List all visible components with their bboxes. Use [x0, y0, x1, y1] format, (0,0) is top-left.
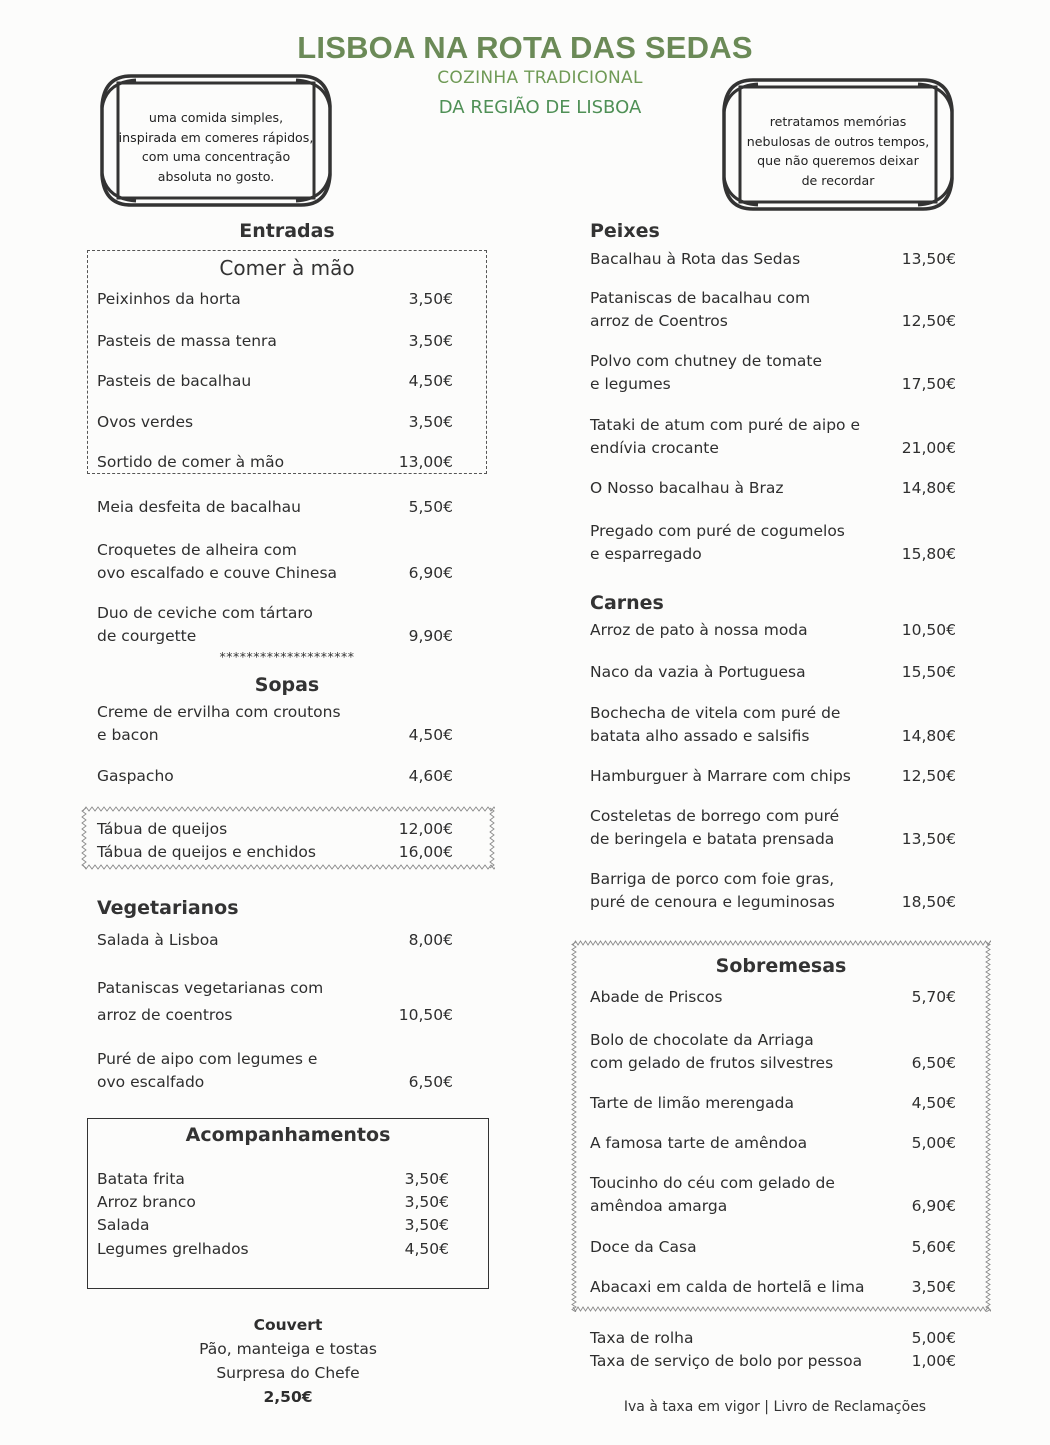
menu-item-entrada [97, 602, 453, 648]
menu-item-vegetariano [97, 975, 453, 1029]
right-ornamental-frame [718, 72, 958, 217]
menu-item-comer-a-mao [97, 370, 453, 393]
item-price: 12,50€ [901, 767, 956, 785]
item-name: Polvo com chutney de tomate [590, 352, 822, 370]
item-name: Arroz branco [97, 1193, 196, 1211]
menu-item-carne [590, 619, 956, 642]
item-name: Legumes grelhados [97, 1240, 249, 1258]
separator-stars: ******************** [219, 649, 355, 664]
left-ornamental-frame [96, 68, 336, 213]
item-name: Arroz de pato à nossa moda [590, 621, 808, 639]
item-name: Pataniscas de bacalhau com [590, 289, 811, 307]
item-name: Bolo de chocolate da Arriaga [590, 1031, 814, 1049]
menu-item-sobremesa [590, 1276, 956, 1299]
section-heading-sobremesas: Sobremesas [715, 955, 847, 977]
item-price: 3,50€ [404, 1193, 449, 1211]
item-name: Abade de Priscos [590, 988, 723, 1006]
menu-item-carne [590, 661, 956, 684]
comer-a-mao-box [87, 250, 487, 474]
item-name: Bacalhau à Rota das Sedas [590, 250, 801, 268]
frame-text-line: nebulosas de outros tempos, [746, 133, 930, 149]
menu-item-taxa [590, 1350, 956, 1373]
menu-item-entrada [97, 539, 453, 585]
menu-item-vegetariano [97, 929, 453, 952]
item-price: 10,50€ [901, 621, 956, 639]
item-price: 5,00€ [911, 1134, 956, 1152]
menu-item-peixe [590, 287, 956, 333]
frame-text-line: uma comida simples, [148, 110, 284, 125]
item-name: Taxa de rolha [590, 1329, 694, 1347]
item-name: Croquetes de alheira com [97, 541, 297, 559]
section-heading-sopas: Sopas [254, 674, 320, 696]
item-name: Tábua de queijos [97, 820, 228, 838]
item-price: 5,50€ [408, 498, 453, 516]
item-price: 14,80€ [901, 479, 956, 497]
menu-item-carne [590, 805, 956, 851]
item-name: Tataki de atum com puré de aipo e [590, 416, 860, 434]
item-name: ovo escalfado [97, 1073, 205, 1091]
menu-item-comer-a-mao [97, 451, 453, 474]
subtitle-regiao: DA REGIÃO DE LISBOA [438, 97, 642, 118]
menu-item-sopa [97, 765, 453, 788]
item-name: Hamburguer à Marrare com chips [590, 767, 851, 785]
item-price: 4,60€ [408, 767, 453, 785]
menu-item-carne [590, 868, 956, 914]
item-name: Batata frita [97, 1170, 185, 1188]
item-name: Pasteis de massa tenra [97, 332, 277, 350]
item-price: 15,50€ [901, 663, 956, 681]
item-name: Barriga de porco com foie gras, [590, 870, 835, 888]
item-name: Sortido de comer à mão [97, 453, 285, 471]
item-price: 5,60€ [911, 1238, 956, 1256]
item-price: 3,50€ [408, 332, 453, 350]
item-price: 6,50€ [408, 1073, 453, 1091]
item-price: 5,70€ [911, 988, 956, 1006]
menu-item-acompanhamento [97, 1191, 449, 1214]
menu-item-acompanhamento [97, 1214, 449, 1237]
restaurant-title: LISBOA NA ROTA DAS SEDAS [297, 30, 753, 65]
item-price: 4,50€ [404, 1240, 449, 1258]
item-name: Meia desfeita de bacalhau [97, 498, 302, 516]
item-price: 14,80€ [901, 727, 956, 745]
menu-item-peixe [590, 520, 956, 566]
menu-item-vegetariano [97, 1048, 453, 1094]
item-price: 16,00€ [398, 843, 453, 861]
item-price: 1,00€ [911, 1352, 956, 1370]
item-name: de beringela e batata prensada [590, 830, 835, 848]
menu-item-tabua [97, 841, 453, 864]
item-price: 6,90€ [911, 1197, 956, 1215]
menu-item-peixe [590, 414, 956, 460]
frame-text-line: absoluta no gosto. [157, 168, 275, 184]
item-name: Puré de aipo com legumes e [97, 1050, 318, 1068]
frame-text-line: retratamos memórias [769, 114, 907, 129]
item-name: arroz de Coentros [590, 312, 728, 330]
item-price: 18,50€ [901, 893, 956, 911]
item-name: Naco da vazia à Portuguesa [590, 663, 806, 681]
frame-text-line: de recordar [801, 172, 875, 188]
item-name: Pregado com puré de cogumelos [590, 522, 845, 540]
item-name: e esparregado [590, 545, 702, 563]
section-heading-peixes: Peixes [590, 220, 660, 242]
menu-item-peixe [590, 248, 956, 271]
item-name: puré de cenoura e leguminosas [590, 893, 835, 911]
item-name: Toucinho do céu com gelado de [590, 1174, 835, 1192]
item-name: Gaspacho [97, 767, 174, 785]
item-price: 12,00€ [398, 820, 453, 838]
frame-text-line: que não queremos deixar [757, 153, 919, 168]
item-price: 4,50€ [911, 1094, 956, 1112]
item-price: 3,50€ [404, 1216, 449, 1234]
frame-text-line: inspirada em comeres rápidos, [118, 129, 314, 145]
menu-item-peixe [590, 350, 956, 396]
couvert-line: Surpresa do Chefe [216, 1364, 360, 1382]
item-name: ovo escalfado e couve Chinesa [97, 564, 338, 582]
frame-text-line: com uma concentração [141, 149, 291, 164]
item-price: 21,00€ [901, 439, 956, 457]
item-name: Ovos verdes [97, 413, 194, 431]
menu-item-carne [590, 702, 956, 748]
menu-item-acompanhamento [97, 1168, 449, 1191]
item-price: 13,00€ [398, 453, 453, 471]
item-price: 15,80€ [901, 545, 956, 563]
item-name: O Nosso bacalhau à Braz [590, 479, 784, 497]
item-name: Pasteis de bacalhau [97, 372, 252, 390]
item-name: amêndoa amarga [590, 1197, 728, 1215]
menu-item-sobremesa [590, 986, 956, 1009]
footer-text: Iva à taxa em vigor | Livro de Reclamações [623, 1399, 927, 1415]
item-name: Taxa de serviço de bolo por pessoa [590, 1352, 863, 1370]
subtitle-cozinha: COZINHA TRADICIONAL [437, 68, 643, 88]
item-price: 3,50€ [408, 413, 453, 431]
menu-item-sopa [97, 701, 453, 747]
item-name: Peixinhos da horta [97, 290, 241, 308]
item-name: e bacon [97, 726, 159, 744]
item-price: 6,90€ [408, 564, 453, 582]
item-name: de courgette [97, 627, 197, 645]
item-price: 10,50€ [398, 1006, 453, 1024]
item-name: com gelado de frutos silvestres [590, 1054, 834, 1072]
couvert-line: Pão, manteiga e tostas [199, 1340, 377, 1358]
menu-item-peixe [590, 477, 956, 500]
menu-item-tabua [97, 818, 453, 841]
item-price: 13,50€ [901, 830, 956, 848]
section-heading-entradas: Entradas [239, 220, 335, 242]
couvert-block [87, 1313, 489, 1409]
menu-item-acompanhamento [97, 1238, 449, 1261]
item-price: 9,90€ [408, 627, 453, 645]
item-price: 8,00€ [408, 931, 453, 949]
item-name: endívia crocante [590, 439, 719, 457]
item-name: batata alho assado e salsifis [590, 727, 810, 745]
item-price: 5,00€ [911, 1329, 956, 1347]
item-name: Tábua de queijos e enchidos [97, 843, 316, 861]
item-price: 3,50€ [911, 1278, 956, 1296]
subsection-heading-comer-a-mao: Comer à mão [219, 256, 355, 280]
item-price: 3,50€ [408, 290, 453, 308]
menu-item-sobremesa [590, 1132, 956, 1155]
menu-item-taxa [590, 1327, 956, 1350]
item-name: Doce da Casa [590, 1238, 697, 1256]
item-price: 12,50€ [901, 312, 956, 330]
menu-item-comer-a-mao [97, 330, 453, 353]
menu-item-sobremesa [590, 1092, 956, 1115]
item-name: Salada [97, 1216, 150, 1234]
item-name: Abacaxi em calda de hortelã e lima [590, 1278, 865, 1296]
menu-item-comer-a-mao [97, 411, 453, 434]
item-price: 4,50€ [408, 726, 453, 744]
couvert-price: 2,50€ [263, 1388, 313, 1406]
item-name: Pataniscas vegetarianas com [97, 979, 324, 997]
item-name: Duo de ceviche com tártaro [97, 604, 313, 622]
item-price: 3,50€ [404, 1170, 449, 1188]
item-price: 17,50€ [901, 375, 956, 393]
item-name: arroz de coentros [97, 1006, 233, 1024]
menu-item-sobremesa [590, 1172, 956, 1218]
item-name: Costeletas de borrego com puré [590, 807, 840, 825]
item-name: Tarte de limão merengada [590, 1094, 794, 1112]
item-price: 4,50€ [408, 372, 453, 390]
item-name: Creme de ervilha com croutons [97, 703, 341, 721]
menu-item-comer-a-mao [97, 288, 453, 311]
item-price: 13,50€ [901, 250, 956, 268]
section-heading-acompanhamentos: Acompanhamentos [185, 1124, 391, 1146]
menu-item-carne [590, 765, 956, 788]
couvert-heading: Couvert [253, 1316, 323, 1334]
item-name: Bochecha de vitela com puré de [590, 704, 841, 722]
menu-item-sobremesa [590, 1236, 956, 1259]
menu-item-sobremesa [590, 1029, 956, 1075]
menu-item-entrada [97, 496, 453, 519]
section-heading-carnes: Carnes [590, 592, 664, 614]
item-name: e legumes [590, 375, 671, 393]
item-name: Salada à Lisboa [97, 931, 219, 949]
item-name: A famosa tarte de amêndoa [590, 1134, 808, 1152]
section-heading-vegetarianos: Vegetarianos [97, 897, 239, 919]
item-price: 6,50€ [911, 1054, 956, 1072]
